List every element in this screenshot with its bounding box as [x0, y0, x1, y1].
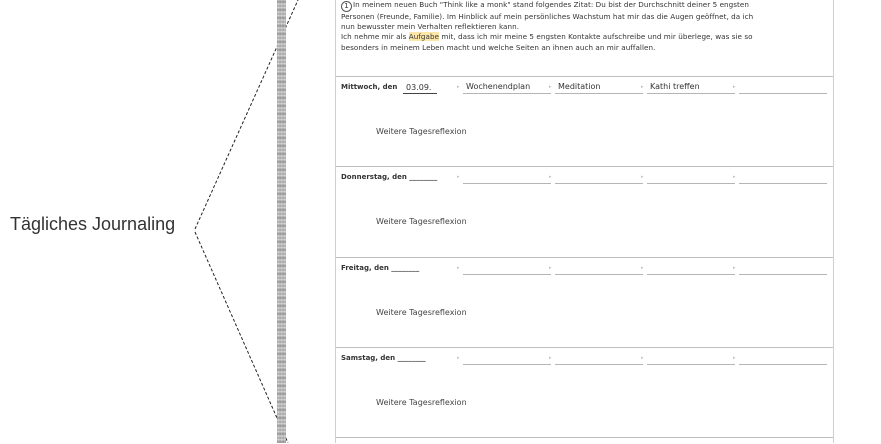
day-row	[341, 264, 829, 276]
task-field[interactable]	[463, 83, 551, 94]
task-field[interactable]	[739, 354, 827, 365]
journal-page	[335, 0, 834, 443]
day-label: Mittwoch, den	[341, 83, 398, 91]
side-label: Tägliches Journaling	[10, 214, 176, 234]
reflection-text[interactable]: Weitere Tagesreflexion	[376, 127, 467, 136]
date-value[interactable]: 03.09.	[406, 83, 432, 92]
day-section-wednesday	[336, 76, 833, 167]
task-field[interactable]	[555, 354, 643, 365]
day-row	[341, 173, 829, 185]
intro-line-3: nun bewusster mein Verhalten reflektieren kann.	[341, 22, 520, 32]
task-field[interactable]	[647, 354, 735, 365]
task-field[interactable]	[739, 264, 827, 275]
intro-line-1	[341, 0, 831, 12]
highlighted-word: Aufgabe	[408, 32, 440, 42]
reflection-text[interactable]: Weitere Tagesreflexion	[376, 217, 467, 226]
task-field[interactable]	[647, 264, 735, 275]
task-field[interactable]	[463, 354, 551, 365]
day-row	[341, 83, 829, 95]
day-row	[341, 354, 829, 366]
task-field[interactable]	[555, 83, 643, 94]
intro-line-4-post: mit, dass ich mir meine 5 engsten Kontakte aufschreibe und mir überlege, was sie so	[439, 32, 753, 42]
intro-line-4	[341, 32, 831, 42]
task-text: ▸ Meditation	[558, 82, 601, 91]
entry-number: 1	[341, 1, 352, 12]
task-field[interactable]	[463, 173, 551, 184]
intro-line-5: besonders in meinem Leben macht und welche Seiten an ihnen auch an mir auffallen.	[341, 42, 656, 52]
day-label: Samstag, den ________	[341, 354, 426, 362]
task-field[interactable]	[555, 173, 643, 184]
day-label: Freitag, den ________	[341, 264, 420, 272]
day-section-saturday	[336, 347, 833, 438]
day-label: Donnerstag, den ________	[341, 173, 438, 181]
day-section-thursday	[336, 166, 833, 258]
task-field[interactable]	[647, 83, 735, 94]
intro-text	[341, 0, 831, 53]
intro-line-4-pre: Ich nehme mir als	[341, 32, 409, 42]
task-field[interactable]	[647, 173, 735, 184]
reflection-text[interactable]: Weitere Tagesreflexion	[376, 398, 467, 407]
task-text: ▸ Kathi treffen	[650, 82, 700, 91]
task-field[interactable]	[463, 264, 551, 275]
intro-line-2: Personen (Freunde, Familie). Im Hinblick auf mein persönliches Wachstum hat mir das die Augen geöffnet, da ich	[341, 12, 754, 21]
callout-line-lower	[195, 232, 288, 443]
task-field[interactable]	[739, 83, 827, 94]
task-field[interactable]	[739, 173, 827, 184]
notebook-binding	[277, 0, 286, 443]
task-text: ▸ Wochenendplan	[466, 82, 531, 91]
day-section-friday	[336, 257, 833, 348]
reflection-text[interactable]: Weitere Tagesreflexion	[376, 308, 467, 317]
task-field[interactable]	[555, 264, 643, 275]
date-line	[403, 93, 437, 94]
intro-line-1-text: In meinem neuen Buch "Think like a monk" stand folgendes Zitat: Du bist der Durchschnitt deiner 5 engsten	[353, 0, 749, 9]
